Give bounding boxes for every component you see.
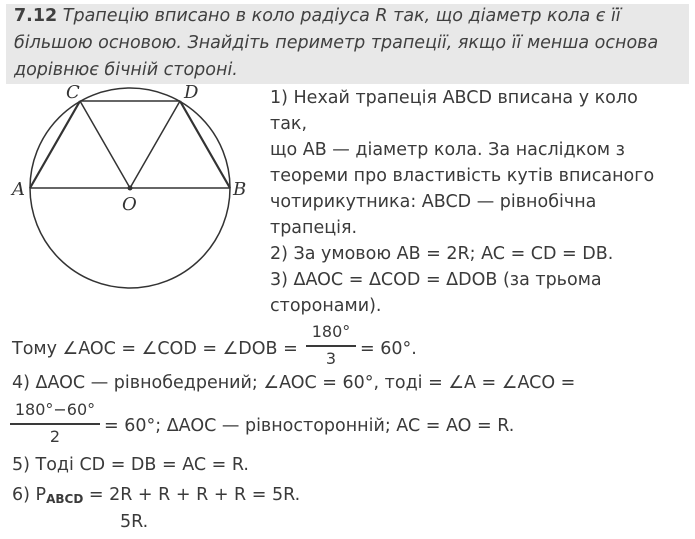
fraction-1-bar [306,345,356,347]
fraction-1-numerator: 180° [311,322,351,341]
step-5: 5) Тоді CD = DB = AC = R. [12,455,249,475]
step-4-line-2: = 60°; ΔAOC — рівносторонній; AC = AO = R. [104,416,515,436]
step-6 [12,485,300,505]
step-3-line-2: сторонами). [270,296,382,316]
step-1-line-3: що AB — діаметр кола. За наслідком з [270,140,625,160]
problem-text-1: Трапецію вписано в коло радіуса R так, що діаметр кола є її [62,6,621,26]
label-b: B [233,179,247,200]
radius-oc [80,101,130,188]
fraction-1-denominator: 3 [325,349,337,368]
perimeter-subscript: ABCD [46,492,84,506]
radius-od [130,101,180,188]
label-o: O [122,194,137,215]
step-4-line-1: 4) ΔAOC — рівнобедрений; ∠AOC = 60°, тоді = ∠A = ∠ACO = [12,373,576,393]
trapezoid-figure [0,84,270,334]
step-1-line-2: так, [270,114,308,134]
step-6-prefix: 6) P [12,485,47,505]
step-2: 2) За умовою AB = 2R; AC = CD = DB. [270,244,614,264]
fraction-180-over-3 [306,322,356,370]
step-6-result: = 2R + R + R + R = 5R. [83,485,301,505]
label-a: A [12,179,25,200]
tomu-result: = 60°. [360,339,417,359]
step-3-line-1: 3) ΔAOC = ΔCOD = ΔDOB (за трьома [270,270,602,290]
tomu-line: Тому ∠AOC = ∠COD = ∠DOB = [12,339,298,359]
fraction-2-bar [10,423,100,425]
side-db [180,101,230,188]
label-c: C [66,84,80,103]
step-1-line-4: теореми про властивість кутів вписаного [270,166,655,186]
fraction-2-numerator: 180°−60° [14,400,96,419]
problem-number: 7.12 [14,6,58,26]
fraction-120-over-2 [10,400,100,448]
step-1-line-5: чотирикутника: ABCD — рівнобічна [270,192,597,212]
problem-line-2: більшою основою. Знайдіть периметр трапеції, якщо її менша основа [14,33,659,53]
step-1-line-6: трапеція. [270,218,358,238]
answer: 5R. [120,512,149,532]
step-1-line-1: 1) Нехай трапеція ABCD вписана у коло [270,88,638,108]
problem-line-3: дорівнює бічній стороні. [14,60,238,80]
fraction-2-denominator: 2 [49,427,61,446]
side-ac [30,101,80,188]
problem-line-1 [14,6,621,26]
label-d: D [184,84,199,103]
center-point [128,186,133,191]
